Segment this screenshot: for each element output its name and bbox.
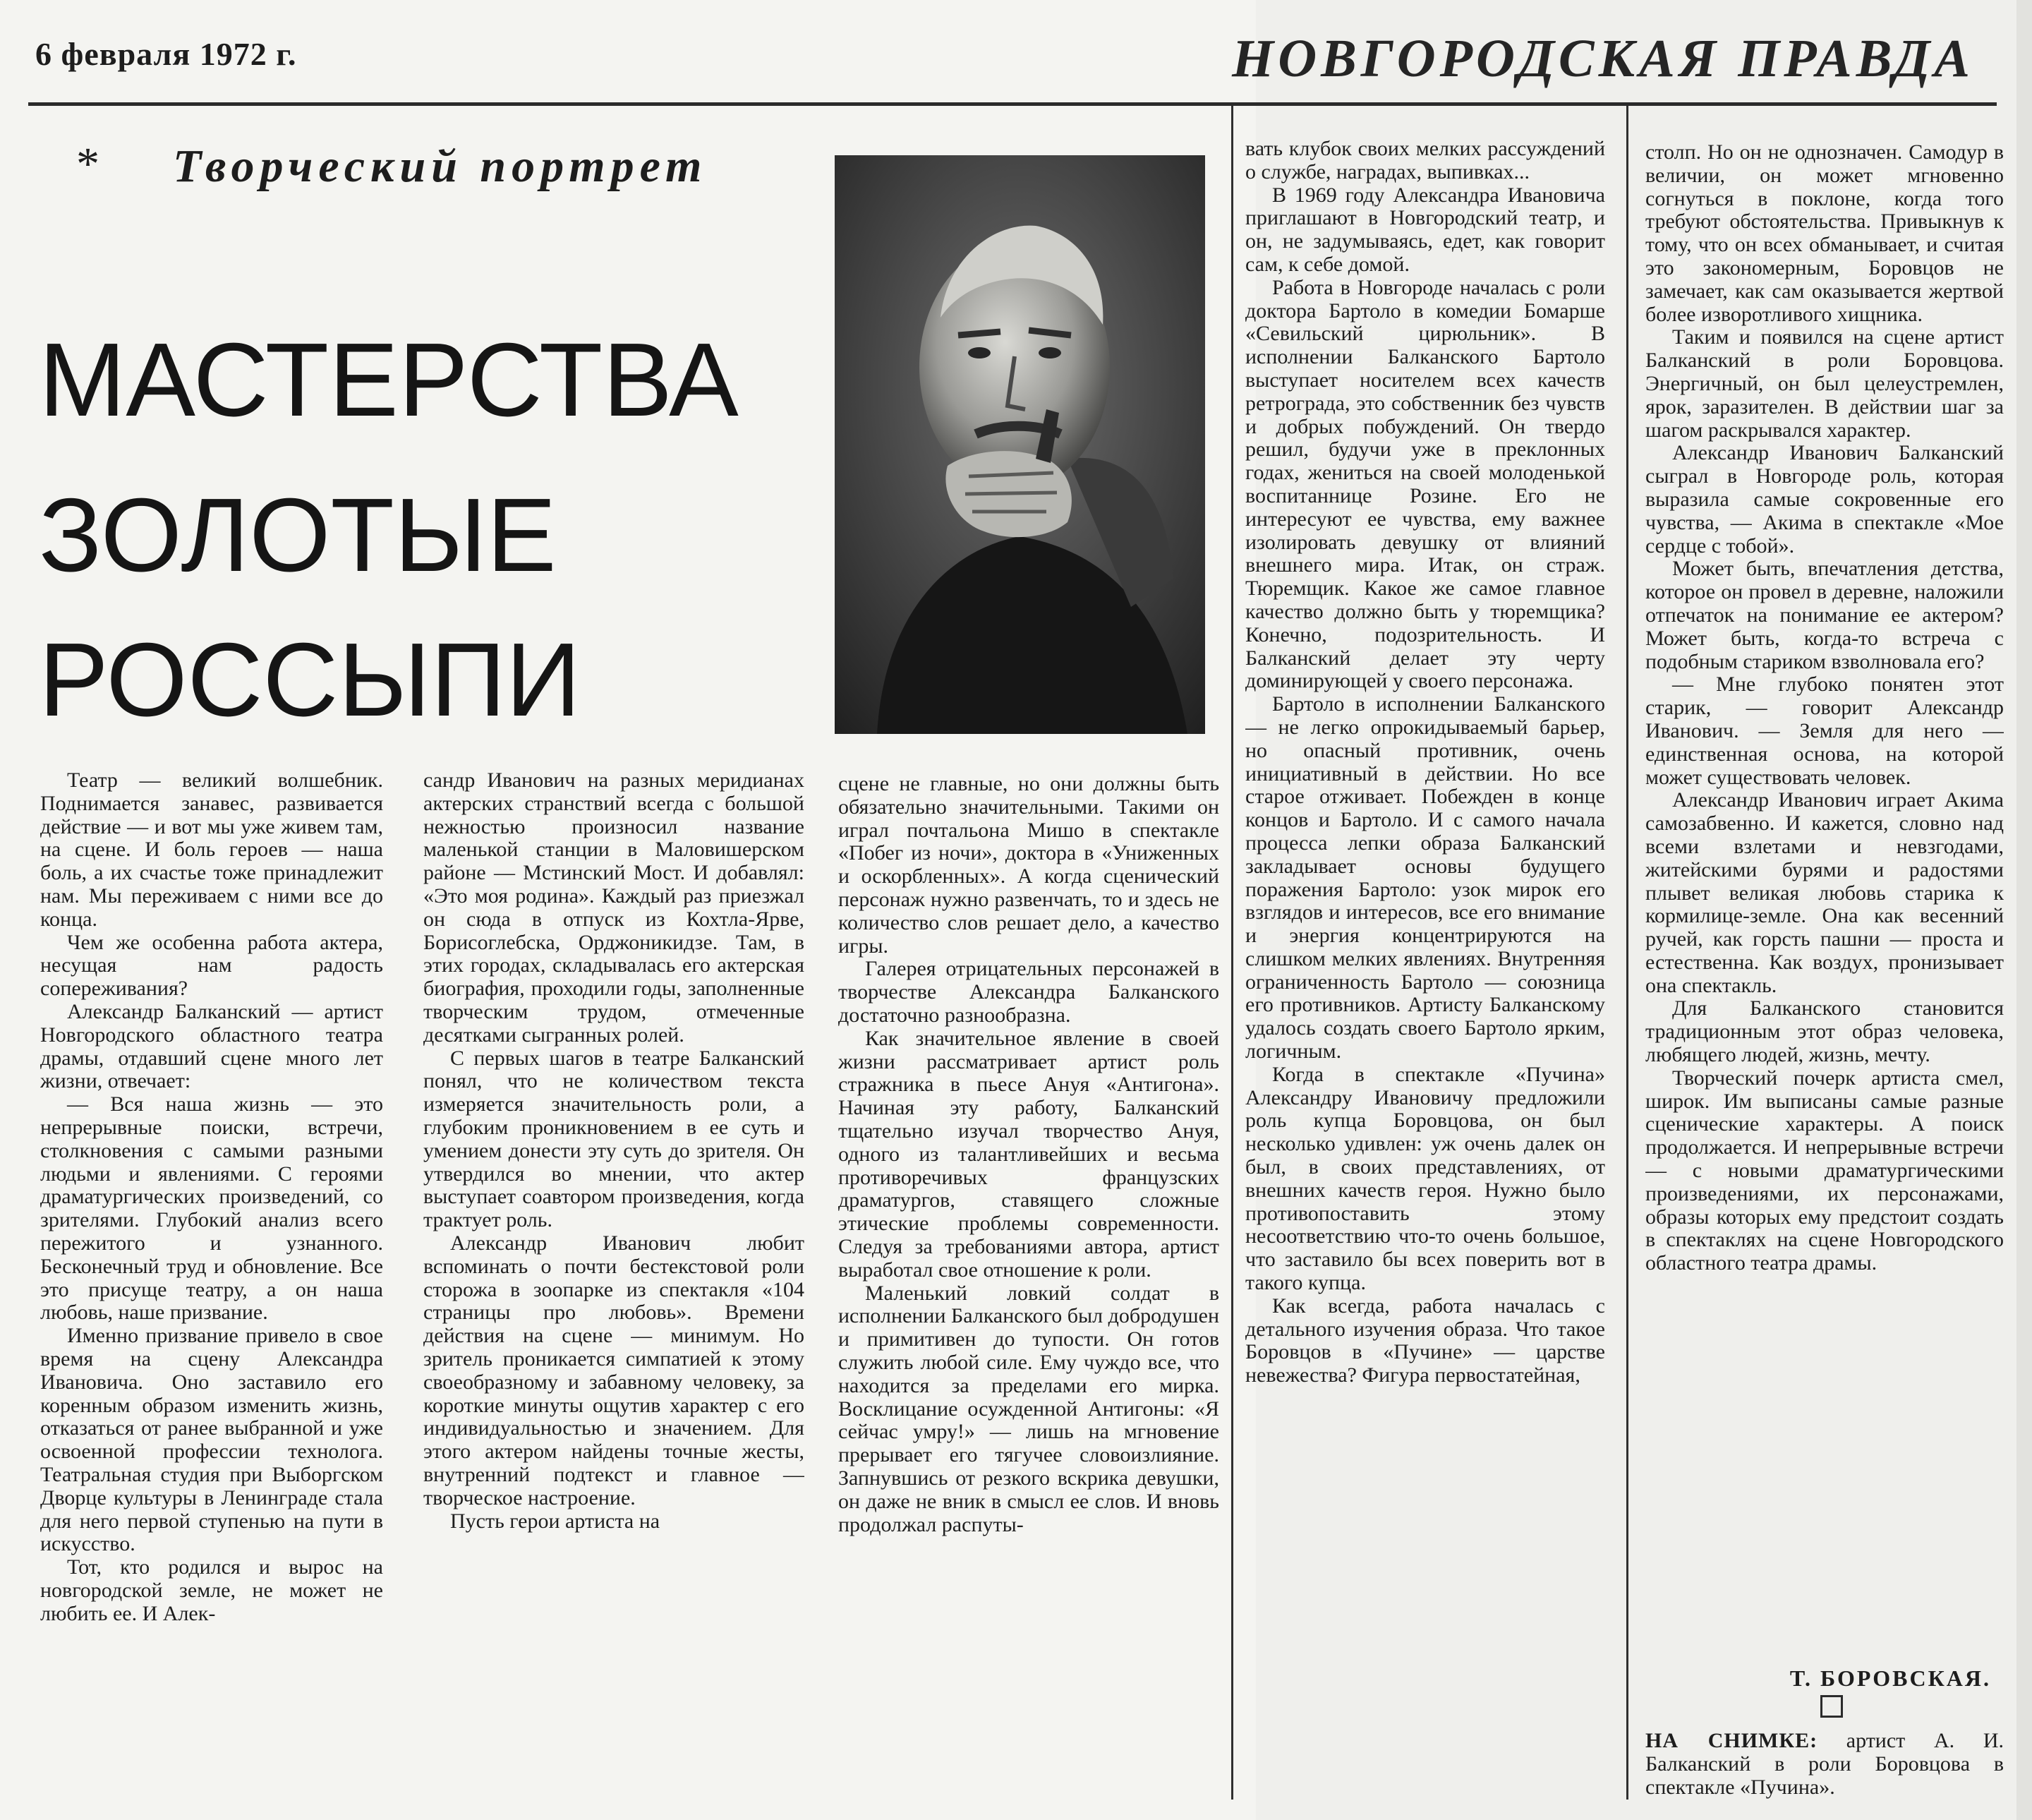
paragraph: В 1969 году Александра Ивановича приглашают в Новгородский театр, и он, не задумываясь, едет, как говорит сам, к себе домой. — [1245, 183, 1605, 276]
paragraph: Именно призвание привело в свое время на сцену Александра Ивановича. Оно заставило его коренным образом изменить жизнь, отказаться от ранее выбранной и уже освоенной профессии технолога. Театральная студия при Выборгском Дворце культуры в Ленинграде стала для него первой ступенью на пути в искусство. — [40, 1324, 383, 1556]
paragraph: Бартоло в исполнении Балканского — не легко опрокидываемый барьер, но опасный противник, очень инициативный в действии. Но все старое отживает. Побежден в конце концов и Бартоло. И с самого начала процесса лепки образа Балканский закладывает основы будущего поражения Бартоло: узок мирок его взглядов и интересов, все его внимание и энергия концентрируются на слишком мелких явлениях. Внутренняя ограниченность Бартоло — союзница его противников. Артисту Балканскому удалось создать своего Бартоло ярким, логичным. — [1245, 692, 1605, 1063]
rubric-title: Творческий портрет — [173, 140, 708, 192]
author-signature: Т. БОРОВСКАЯ. — [1789, 1665, 1991, 1691]
column-divider — [1626, 106, 1628, 1800]
paragraph: сцене не главные, но они должны быть обязательно значительными. Такими он играл почтальона Мишо в спектакле «Побег из ночи», доктора в «Униженных и оскорбленных». А когда сценический персонаж нужно развенчать, то и здесь не количество слов решает дело, а качество игры. — [838, 773, 1219, 958]
paragraph: Александр Балканский — артист Новгородского областного театра драмы, отдавший сцене много лет жизни, отвечает: — [40, 999, 383, 1093]
paragraph: — Мне глубоко понятен этот старик, — говорит Александр Иванович. — Земля для него — единственная основа, на которой может существовать человек. — [1645, 673, 2004, 789]
paragraph: Маленький ловкий солдат в исполнении Балканского был добродушен и примитивен до тупости. Он готов служить любой силе. Ему чуждо все, что находится за пределами его мирка. Восклицание осужденной Антигоны: «Я сейчас умру!» — лишь на мгновение прерывает его тягучее словоизлияние. Запнувшись от резкого вскрика девушки, он даже не вник в смысл ее слов. И вновь продолжал распуты- — [838, 1281, 1219, 1536]
newspaper-masthead: НОВГОРОДСКАЯ ПРАВДА — [1232, 29, 1974, 88]
paragraph: Работа в Новгороде началась с роли доктора Бартоло в комедии Бомарше «Севильский цирюльник». В исполнении Балканского Бартоло выступает носителем всех качеств ретрограда, это собственник без чувств и добрых побуждений. Он твердо решил, будучи уже в преклонных годах, жениться на своей молоденькой воспитаннице Розине. Его не интересуют ее чувства, ему важнее изолировать девушку от влияний внешнего мира. Итак, он страж. Тюремщик. Какое же самое главное качество должно быть у тюремщика? Конечно, подозрительность. И Балканский делает эту черту доминирующей у своего персонажа. — [1245, 275, 1605, 693]
paragraph: Творческий почерк артиста смел, широк. Им выписаны самые разные сценические характеры. А поиск продолжается. И непрерывные встречи — с новыми драматургическими произведениями, их персонажами, образы которых ему предстоит создать в спектаклях на сцене Новгородского областного театра драмы. — [1645, 1066, 2004, 1275]
paragraph: Когда в спектакле «Пучина» Александру Ивановичу предложили роль купца Боровцова, он был несколько удивлен: уж очень далек он был, в своих представлениях, от внешних качеств героя. Нужно было противопоставить этому несоответствию что-то очень большое, что заставило бы всех поверить вот в такого купца. — [1245, 1062, 1605, 1295]
caption-label: НА СНИМКЕ: — [1645, 1729, 1818, 1752]
paragraph: Театр — великий волшебник. Поднимается занавес, развивается действие — и вот мы уже живем там, на сцене. И боль героев — наша боль, а их счастье тоже принадлежит нам. Мы переживаем с ними все до конца. — [40, 769, 383, 931]
article-column-2 — [423, 769, 804, 1796]
headline-line-2: ЗОЛОТЫЕ — [39, 477, 557, 593]
paragraph: Для Балканского становится традиционным этот образ человека, любящего людей, жизнь, мечту. — [1645, 996, 2004, 1067]
headline-line-1: МАСТЕРСТВА — [39, 322, 739, 438]
rubric-star: * — [76, 138, 99, 190]
paragraph: Галерея отрицательных персонажей в творчестве Александра Балканского достаточно разнообразна. — [838, 957, 1219, 1027]
column-divider — [1231, 106, 1233, 1800]
paragraph: Как всегда, работа началась с детального изучения образа. Что такое Боровцов в «Пучине» — царстве невежества? Фигура первостатейная, — [1245, 1294, 1605, 1387]
paragraph: Таким и появился на сцене артист Балканский в роли Боровцова. Энергичный, он был целеустремлен, ярок, заразителен. В действии шаг за шагом раскрывался характер. — [1645, 325, 2004, 442]
paragraph: вать клубок своих мелких рассуждений о службе, наградах, выпивках... — [1245, 138, 1605, 183]
article-column-5 — [1645, 141, 2004, 1673]
article-column-1 — [40, 769, 383, 1796]
paper-edge — [2016, 0, 2032, 1820]
header-rule — [28, 102, 1997, 106]
paragraph: Пусть герои артиста на — [450, 1509, 660, 1533]
article-column-4 — [1245, 138, 1605, 1796]
issue-date: 6 февраля 1972 г. — [35, 36, 297, 72]
paragraph: столп. Но он не однозначен. Самодур в величии, он может мгновенно согнуться в поклоне, когда того требуют обстоятельства. Привыкнув к тому, что он всех обманывает, и считая это закономерным, Боровцов не замечает, как сам оказывается жертвой более изворотливого хищника. — [1645, 141, 2004, 326]
photo-caption — [1645, 1729, 2004, 1799]
caption-text: артист А. И. Балканский в роли Боровцова в спектакле «Пучина». — [1645, 1729, 2004, 1799]
paragraph: Александр Иванович любит вспоминать о почти бестекстовой роли сторожа в зоопарке из спектакля «104 страницы про любовь». Времени действия на сцене — минимум. Но зритель проникается симпатией к этому своеобразному и забавному человеку, за короткие минуты ощутив характер с его индивидуальностью и значением. Для этого актером найдены точные жесты, внутренний подтекст и главное — творческое настроение. — [423, 1231, 804, 1509]
paragraph: — Вся наша жизнь — это непрерывные поиски, встречи, столкновения с самыми разными людьми и явлениями. С героями драматургических произведений, со зрителями. Глубокий анализ всего пережитого и узнанного. Бесконечный труд и обновление. Все это присуще театру, а он наша любовь, наше призвание. — [40, 1092, 383, 1325]
headline-line-3: РОССЫПИ — [39, 622, 581, 738]
end-mark — [1820, 1695, 1843, 1718]
paragraph: Чем же особенна работа актера, несущая нам радость сопереживания? — [40, 930, 383, 1001]
paragraph: Как значительное явление в своей жизни рассматривает артист роль стражника в пьесе Ануя «Антигона». Начиная эту работу, Балканский тщательно изучал творчество Ануя, одного из талантливейших и весьма противоречивых французских драматургов, ставящего сложные этические проблемы современности. Следуя за требованиями автора, артист выработал свое отношение к роли. — [838, 1026, 1219, 1282]
actor-photo — [835, 155, 1205, 734]
paragraph: сандр Иванович на разных меридианах актерских странствий всегда с большой нежностью произносил название маленькой станции в Маловишерском районе — Мстинский Мост. И добавлял: «Это моя родина». Каждый раз приезжал он сюда в отпуск из Кохтла-Ярве, Борисоглебска, Орджоникидзе. Там, в этих городах, складывалась его актерская биография, проходили годы, заполненные творческим трудом, отмеченные десятками сыгранных ролей. — [423, 769, 804, 1047]
paragraph: Александр Иванович играет Акима самозабвенно. И кажется, словно над всеми взлетами и невзгодами, житейскими бурями и радостями плывет великая любовь старика к кормилице-земле. Она как весенний ручей, как горсть пашни — проста и естественна. Как воздух, пронизывает она спектакль. — [1645, 788, 2004, 997]
paragraph: Тот, кто родился и вырос на новгородской земле, не может не любить ее. И Алек- — [40, 1555, 383, 1625]
paragraph: С первых шагов в театре Балканский понял, что не количеством текста измеряется значительность роли, а глубоким проникновением в ее суть и умением донести эту суть до зрителя. Он утвердился во мнении, что актер выступает соавтором произведения, когда трактует роль. — [423, 1046, 804, 1232]
article-column-3 — [838, 773, 1219, 1796]
paragraph: Может быть, впечатления детства, которое он провел в деревне, наложили отпечаток на понимание ее актером? Может быть, когда-то встреча с подобным стариком взволновала его? — [1645, 557, 2004, 673]
paragraph: Александр Иванович Балканский сыграл в Новгороде роль, которая выразила самые сокровенные его чувства, — Акима в спектакле «Мое сердце с тобой». — [1645, 441, 2004, 558]
